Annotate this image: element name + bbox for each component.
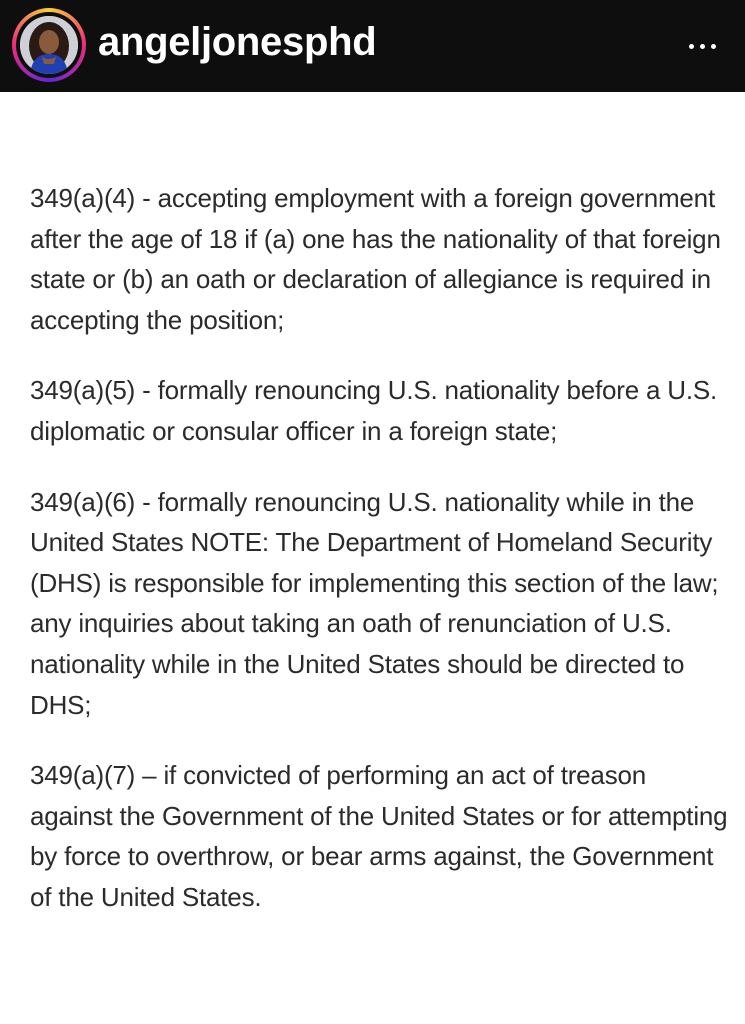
more-horizontal-icon-dot bbox=[711, 44, 716, 49]
profile-photo-icon bbox=[20, 16, 78, 74]
story-ring[interactable] bbox=[12, 8, 86, 82]
paragraph-349a6: 349(a)(6) - formally renouncing U.S. nationality while in the United States NOTE: The Department of Homeland Security (DHS) is responsible for implementing this section of the law; any inquiries about taking an oath of renunciation of U.S. nationality while in the United States should be directed to DHS; bbox=[30, 486, 719, 720]
paragraph-349a5: 349(a)(5) - formally renouncing U.S. nationality before a U.S. diplomatic or consular officer in a foreign state; bbox=[30, 375, 718, 446]
paragraph-349a7: 349(a)(7) – if convicted of performing an act of treason against the Government of the United States or for attempting by force to overthrow, or bear arms against, the Government of the United States. bbox=[30, 760, 728, 912]
post-header bbox=[0, 0, 745, 92]
username[interactable]: angeljonesphd bbox=[98, 20, 377, 64]
post-text-body bbox=[30, 178, 730, 948]
more-options-button[interactable] bbox=[676, 26, 728, 66]
paragraph-349a4: 349(a)(4) - accepting employment with a foreign government after the age of 18 if (a) one has the nationality of that foreign state or (b) an oath or declaration of allegiance is required in accepting the position; bbox=[30, 183, 721, 335]
more-horizontal-icon-dot bbox=[700, 44, 705, 49]
more-horizontal-icon bbox=[689, 44, 694, 49]
avatar[interactable] bbox=[20, 16, 78, 74]
